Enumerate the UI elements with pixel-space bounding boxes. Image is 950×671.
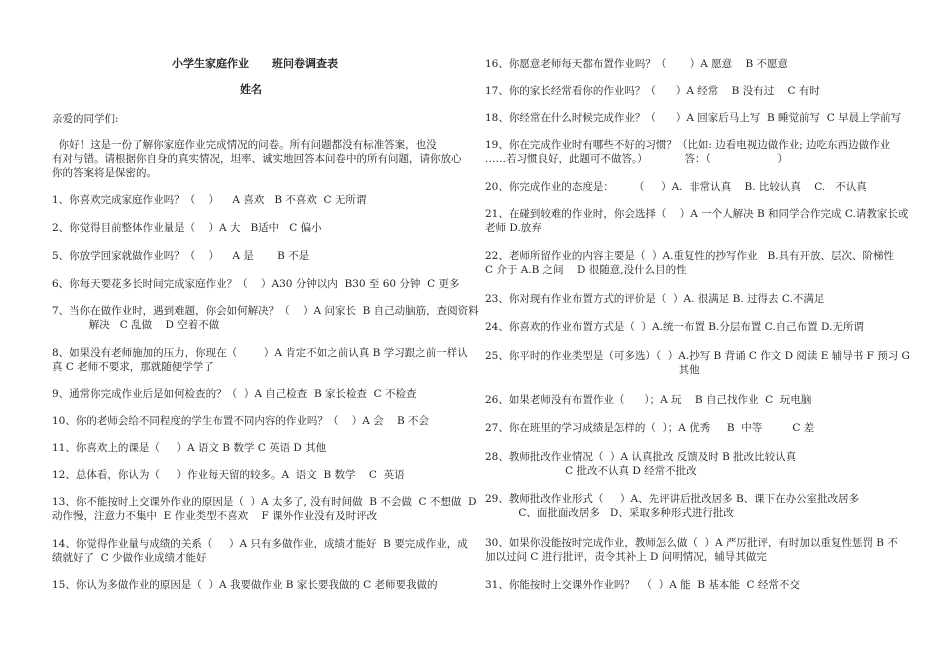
question-2: 2、你觉得目前整体作业量是（ ）A 大 B适中 C 偏小	[52, 222, 322, 234]
question-11: 11、你喜欢上的课是（ ）A 语文 B 数学 C 英语 D 其他	[52, 442, 327, 454]
question-23: 23、你对现有作业布置方式的评价是（ ）A. 很满足 B. 过得去 C.不满足	[485, 293, 825, 305]
question-13: 13、你不能按时上交课外作业的原因是（ ）A 太多了, 没有时间做 B 不会做 C 不想做 D	[52, 496, 477, 508]
question-22-cont: C 介于 A.B 之间 D 很随意,没什么目的性	[485, 264, 687, 276]
question-17: 17、你的家长经常看你的作业吗？（ ）A 经常 B 没有过 C 有时	[485, 85, 820, 97]
intro-line: 有对与错。请根据你自身的真实情况，坦率、诚实地回答本问卷中的所有问题，请你放心	[52, 153, 462, 165]
name-label: 姓名	[240, 83, 262, 96]
question-27: 27、你在班里的学习成绩是怎样的（ ）；A 优秀 B 中等 C 差	[485, 422, 815, 434]
question-28-cont: C 批改不认真 D 经常不批改	[485, 465, 697, 477]
page-title: 小学生家庭作业 班问卷调查表	[172, 57, 338, 70]
question-12: 12、总体看，你认为（ ）作业每天留的较多。A 语文 B 数学 C 英语	[52, 469, 405, 481]
greeting: 亲爱的同学们:	[52, 113, 119, 125]
question-20: 20、你完成作业的态度是： （ ）A. 非常认真 B. 比较认真 C. 不认真	[485, 181, 867, 193]
question-22: 22、老师所留作业的内容主要是（ ）A.重复性的抄写作业 B.具有开放、层次、阶梯性	[485, 250, 895, 262]
question-31: 31、你能按时上交课外作业吗？ （ ）A 能 B 基本能 C 经常不交	[485, 579, 800, 591]
question-7-cont: 解决 C 乱做 D 空着不做	[52, 319, 220, 331]
question-28: 28、教师批改作业情况（ ）A 认真批改 反馈及时 B 批改比较认真	[485, 451, 797, 463]
question-29-cont: C、面批面改居多 D、采取多种形式进行批改	[485, 507, 734, 519]
question-1: 1、你喜欢完成家庭作业吗？（ ） A 喜欢 B 不喜欢 C 无所谓	[52, 194, 367, 206]
question-26: 26、如果老师没有布置作业（ ）；A 玩 B 自己找作业 C 玩电脑	[485, 394, 812, 406]
question-8: 8、如果没有老师施加的压力，你现在（ ）A 肯定不如之前认真 B 学习跟之前一样认	[52, 347, 468, 359]
question-21-cont: 老师 D.放弃	[485, 222, 542, 234]
question-15: 15、你认为多做作业的原因是（ ）A 我要做作业 B 家长要我做的 C 老师要我做的	[52, 579, 438, 591]
question-16: 16、你愿意老师每天都布置作业吗？（ ）A 愿意 B 不愿意	[485, 58, 789, 70]
question-30: 30、如果你没能按时完成作业，教师怎么做（ ）A 严厉批评，有时加以重复性惩罚 B 不	[485, 537, 898, 549]
question-8-cont: 真 C 老师不要求，那就随便学学了	[52, 361, 214, 373]
question-19: 19、你在完成作业时有哪些不好的习惯？（比如: 边看电视边做作业; 边吃东西边做作业	[485, 139, 891, 151]
intro-line: 你的答案将是保密的。	[52, 167, 157, 179]
question-6: 6、你每天要花多长时间完成家庭作业？（ ）A30 分钟以内 B30 至 60 分钟 C 更多	[52, 278, 460, 290]
question-14-cont: 绩就好了 C 少做作业成绩才能好	[52, 552, 207, 564]
question-19-cont: ……若习惯良好，此题可不做答。） 答：（ ）	[485, 153, 788, 165]
question-24: 24、你喜欢的作业布置方式是（ ）A.统一布置 B.分层布置 C.自己布置 D.无所谓	[485, 321, 864, 333]
question-21: 21、在碰到较难的作业时，你会选择（ ）A 一个人解决 B 和同学合作完成 C.请教家长或	[485, 208, 909, 220]
question-29: 29、教师批改作业形式（ ）A、先评讲后批改居多 B、课下在办公室批改居多	[485, 493, 860, 505]
question-25-cont: 其他	[485, 364, 700, 376]
question-5: 5、你放学回家就做作业吗？（ ） A 是 B 不是	[52, 250, 310, 262]
question-18: 18、你经常在什么时候完成作业？（ ）A 回家后马上写 B 睡觉前写 C 早晨上学前写	[485, 112, 902, 124]
question-30-cont: 加以过问 C 进行批评，责令其补上 D 问明情况，辅导其做完	[485, 551, 767, 563]
question-14: 14、你觉得作业量与成绩的关系（ ）A 只有多做作业，成绩才能好 B 要完成作业，成	[52, 538, 468, 550]
question-25: 25、你平时的作业类型是（可多选）（ ）A.抄写 B 背诵 C 作文 D 阅读 E 辅导书 F 预习 G	[485, 350, 910, 362]
question-13-cont: 动作慢，注意力不集中 E 作业类型不喜欢 F 课外作业没有及时评改	[52, 510, 378, 522]
question-7: 7、当你在做作业时，遇到难题，你会如何解决？（ ）A 问家长 B 自己动脑筋，查阅资料	[52, 305, 479, 317]
question-9: 9、通常你完成作业后是如何检查的？（ ）A 自己检查 B 家长检查 C 不检查	[52, 388, 417, 400]
intro-line: 你好！这是一份了解你家庭作业完成情况的问卷。所有问题都没有标准答案，也没	[52, 139, 437, 151]
question-10: 10、你的老师会给不同程度的学生布置不同内容的作业吗？（ ）A 会 B 不会	[52, 415, 430, 427]
